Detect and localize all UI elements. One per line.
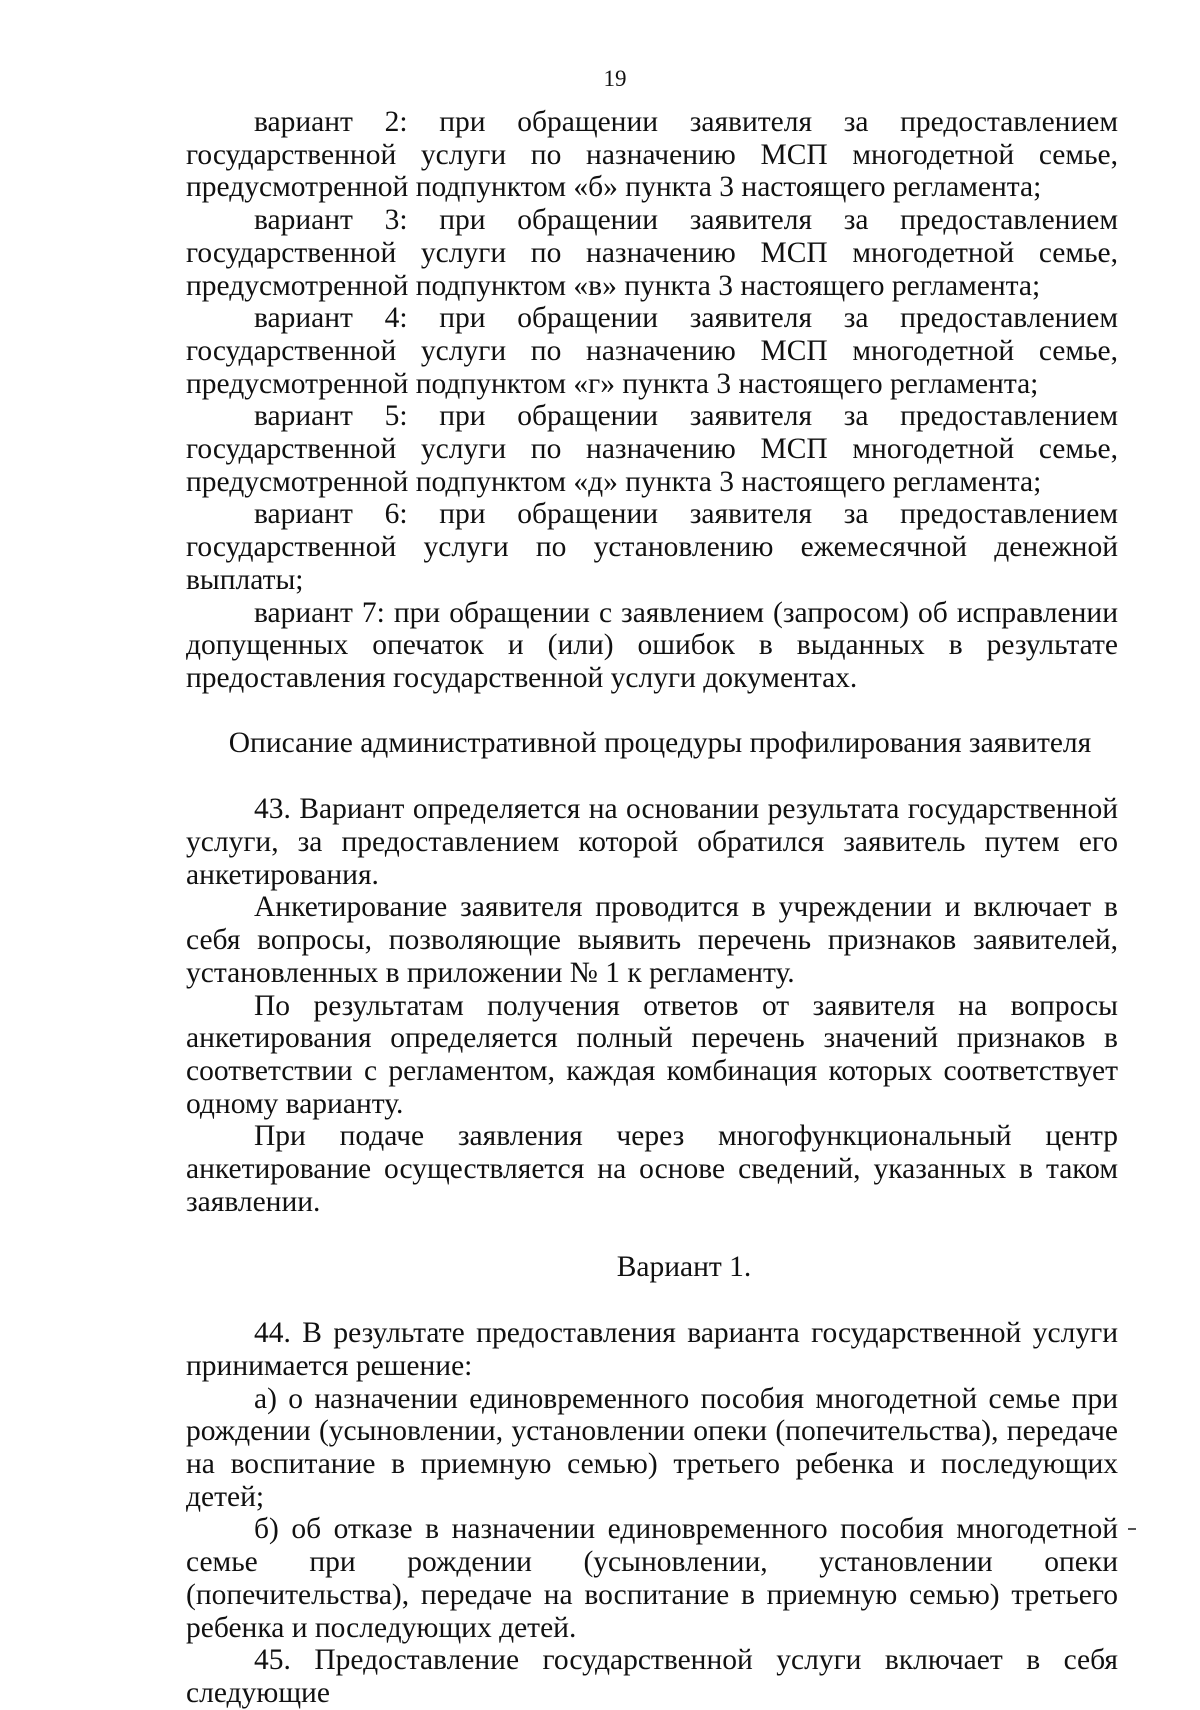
paragraph-questioning: Анкетирование заявителя проводится в учреждении и включает в себя вопросы, позволяющие выявить перечень признаков заявителей, установленных в приложении № 1 к регламенту. [186, 891, 1118, 989]
section-heading-variant-1: Вариант 1. [616, 1250, 752, 1283]
paragraph-43: 43. Вариант определяется на основании результата государственной услуги, за предоставлением которой обратился заявитель путем его анкетирования. [186, 793, 1118, 891]
paragraph-44-a: а) о назначении единовременного пособия многодетной семье при рождении (усыновлении, установлении опеки (попечительства), передаче на воспитание в приемную семью) третьего ребенка и последующих детей; [186, 1382, 1118, 1513]
page-number: 19 [603, 66, 627, 91]
paragraph-44: 44. В результате предоставления варианта государственной услуги принимается решение: [186, 1317, 1118, 1382]
paragraph-mfc: При подаче заявления через многофункциональный центр анкетирование осуществляется на основе сведений, указанных в таком заявлении. [186, 1120, 1118, 1218]
paragraph-variant-4: вариант 4: при обращении заявителя за предоставлением государственной услуги по назначению МСП многодетной семье, предусмотренной подпунктом «г» пункта 3 настоящего регламента; [186, 302, 1118, 400]
section-heading-profiling: Описание административной процедуры профилирования заявителя [228, 726, 1092, 759]
paragraph-45: 45. Предоставление государственной услуги включает в себя следующие [186, 1644, 1118, 1709]
paragraph-results: По результатам получения ответов от заявителя на вопросы анкетирования определяется полный перечень значений признаков в соответствии с регламентом, каждая комбинация которых соответствует одному варианту. [186, 989, 1118, 1120]
paragraph-variant-5: вариант 5: при обращении заявителя за предоставлением государственной услуги по назначению МСП многодетной семье, предусмотренной подпунктом «д» пункта 3 настоящего регламента; [186, 400, 1118, 498]
paragraph-variant-3: вариант 3: при обращении заявителя за предоставлением государственной услуги по назначению МСП многодетной семье, предусмотренной подпунктом «в» пункта 3 настоящего регламента; [186, 204, 1118, 302]
document-body [186, 106, 1118, 1710]
paragraph-variant-6: вариант 6: при обращении заявителя за предоставлением государственной услуги по установлению ежемесячной денежной выплаты; [186, 498, 1118, 596]
paragraph-44-b: б) об отказе в назначении единовременного пособия многодетной семье при рождении (усыновлении, установлении опеки (попечительства), передаче на воспитание в приемную семью) третьего ребенка и последующих детей. [186, 1513, 1118, 1644]
paragraph-variant-7: вариант 7: при обращении с заявлением (запросом) об исправлении допущенных опечаток и (или) ошибок в выданных в результате предоставления государственной услуги документах. [186, 596, 1118, 694]
scan-mark [1128, 1528, 1136, 1530]
paragraph-variant-2: вариант 2: при обращении заявителя за предоставлением государственной услуги по назначению МСП многодетной семье, предусмотренной подпунктом «б» пункта 3 настоящего регламента; [186, 106, 1118, 204]
